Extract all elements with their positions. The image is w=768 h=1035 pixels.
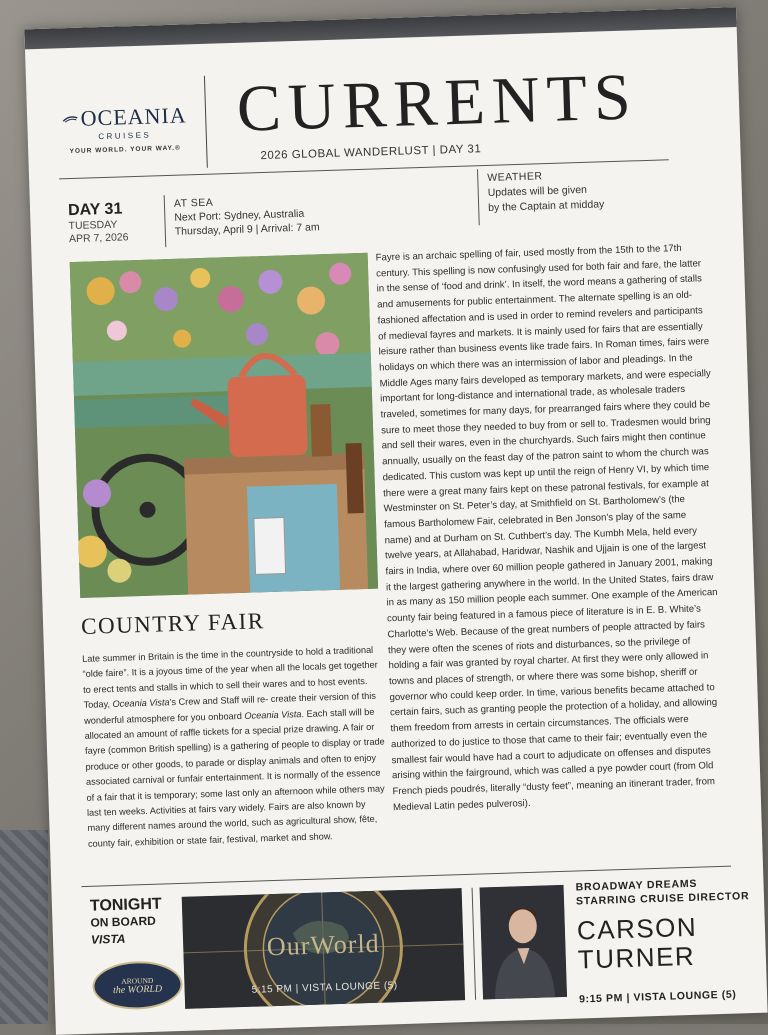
- around-the-world-badge: [92, 960, 183, 1011]
- tonight-label: [90, 896, 163, 949]
- ship-label: VISTA: [90, 931, 126, 947]
- weather-heading: WEATHER: [487, 170, 543, 184]
- logo-wordmark: [59, 102, 190, 132]
- article-left-part-2: ’s Crew and Staff will re- create their version of this wonderful atmosphere for you onboard: [83, 690, 377, 726]
- tonight-heading: TONIGHT: [89, 895, 162, 915]
- article-text-right: Fayre is an archaic spelling of fair, used mostly from the 15th to the 17th century. This spelling is now confusingly used for both fair and fare, the latter in the sense of ‘food and drink’. In itself, the word means a gathering of stalls and amusements for public entertainment. The alternate spelling is an old-fashioned affectation and is used in order to remind revelers and participants of medieval fayres and markets. It is mainly used for fairs that are essentially leisure rather than business events like trade fairs. In Roman times, fairs were holidays on which there was an intermission of labor and pleadings. In the Middle Ages many fairs developed as temporary markets, and were especially important for long-distance and international trade, as wholesale traders traveled, sometimes for many days, for prearranged fairs where they could be sure to meet those they needed to buy from or sell to. Tradesmen would bring and sell their wares, even in the churchyards. Such fairs might then continue annually, usually on the feast day of the patron saint to whom the church was dedicated. This custom was kept up until the reign of Henry VI, by which time there were a great many fairs kept on these patronal festivals, for example at Westminster on St. Peter’s day, at Smithfield on St. Bartholomew’s (the famous Bartholomew Fair, celebrated in Ben Jonson’s play of the same name) and at Durham on St. Cuthbert’s day. The Kumbh Mela, held every twelve years, at Allahabad, Haridwar, Nashik and Ujjain is one of the largest fairs in India, where over 60 million people gathered in January 2001, making it the largest gathering anywhere in the world. In the United States, fairs draw in as many as 150 million people each summer. One example of the American county fair being featured in a famous piece of literature is in E. B. White’s Charlotte’s Web. Because of the great numbers of people attracted by fairs they were often the scenes of riots and disturbances, so the privilege of holding a fair was granted by royal charter. At first they were only allowed in towns and places of strength, or where there was some bishop, sheriff or governor who could keep order. In time, various benefits became attached to certain fairs, such as granting people the protection of a holiday, and allowing them freedom from arrests in certain circumstances. The officials were authorized to do justice to those that came to their fair; eventually even the smallest fair would have had a court to adjudicate on offenses and disputes arising within the fairground, which was called a pye powder court (from Old French pieds poudrés, literally “dusty feet”, meaning an itinerant trader, from Medieval Latin pedes pulverosi).: [375, 242, 718, 813]
- show2-subtitle: STARRING CRUISE DIRECTOR: [575, 890, 750, 908]
- date: APR 7, 2026: [68, 231, 129, 246]
- show2-title: BROADWAY DREAMS: [575, 877, 698, 894]
- brand-tagline: YOUR WORLD. YOUR WAY.®: [69, 144, 181, 156]
- location-status: AT SEA: [173, 196, 214, 210]
- logo-text: OCEANIA: [80, 102, 188, 131]
- show1-time: 5:15 PM | VISTA LOUNGE (5): [251, 980, 398, 996]
- swoosh-icon: [62, 115, 78, 123]
- on-board-label: ON BOARD: [90, 913, 157, 930]
- edition-line: 2026 GLOBAL WANDERLUST | DAY 31: [260, 143, 482, 163]
- our-world-show-promo: [182, 888, 465, 1009]
- country-fair-photo: [70, 253, 378, 598]
- masthead-divider: [204, 76, 208, 168]
- arrival-time: Thursday, April 9 | Arrival: 7 am: [174, 221, 320, 238]
- article-left-part-3: . Each stall will be allocated an amount of raffle tickets for a special prize drawing. A fair or fayre (common British spelling) is a gathering of people to display or trade produce or other goods, to parade or display animals and often to enjoy associated carnival or funfair entertainment. It is normally of the essence of a fair that it is temporary; some last only an afternoon while others may last ten weeks. Activities at fairs vary widely. Fairs are also known by many different names around the world, such as agricultural show, fête, county fair, exhibition or state fair, festival, market and show.: [84, 706, 385, 849]
- performer-last-name: TURNER: [577, 940, 696, 975]
- show-title-our-world: OurWorld: [266, 928, 381, 962]
- newsletter-page: [24, 7, 767, 1035]
- badge-line-1: AROUND: [121, 975, 154, 986]
- day-block: [68, 200, 129, 246]
- oceania-logo: [59, 102, 190, 155]
- newsletter-title: CURRENTS: [235, 60, 639, 146]
- location-block: [174, 192, 320, 239]
- article-text-left: [82, 643, 388, 853]
- show2-time: 9:15 PM | VISTA LOUNGE (5): [578, 988, 737, 1006]
- day-number: DAY 31: [67, 200, 123, 220]
- broadway-dreams-block: [575, 875, 752, 1006]
- weather-text-2: by the Captain at midday: [488, 198, 605, 214]
- badge-line-2: the WORLD: [112, 983, 163, 997]
- weekday: TUESDAY: [68, 218, 118, 233]
- weather-block: [487, 167, 605, 216]
- article-heading: COUNTRY FAIR: [80, 608, 265, 639]
- ship-name-1: Oceania Vista: [112, 697, 170, 710]
- fabric-corner: [0, 830, 48, 1024]
- performer-portrait: [480, 885, 567, 1000]
- info-divider-1: [164, 195, 167, 247]
- performer-first-name: CARSON: [576, 911, 698, 946]
- weather-text-1: Updates will be given: [487, 183, 588, 199]
- article-left-part-1: Late summer in Britain is the time in the countryside to hold a traditional “olde faire”. It is a joyous time of the year when all the locals get together to erect tents and stalls in which to sell their wares and to host events. Today,: [82, 644, 378, 711]
- ship-name-2: Oceania Vista: [244, 708, 302, 721]
- cruise-director-photo: [480, 885, 567, 1000]
- promo-divider: [472, 888, 477, 1000]
- logo-subtext: CRUISES: [98, 130, 152, 142]
- next-port: Next Port: Sydney, Australia: [174, 207, 305, 224]
- garden-scene-image: [70, 253, 378, 598]
- info-divider-2: [477, 169, 480, 225]
